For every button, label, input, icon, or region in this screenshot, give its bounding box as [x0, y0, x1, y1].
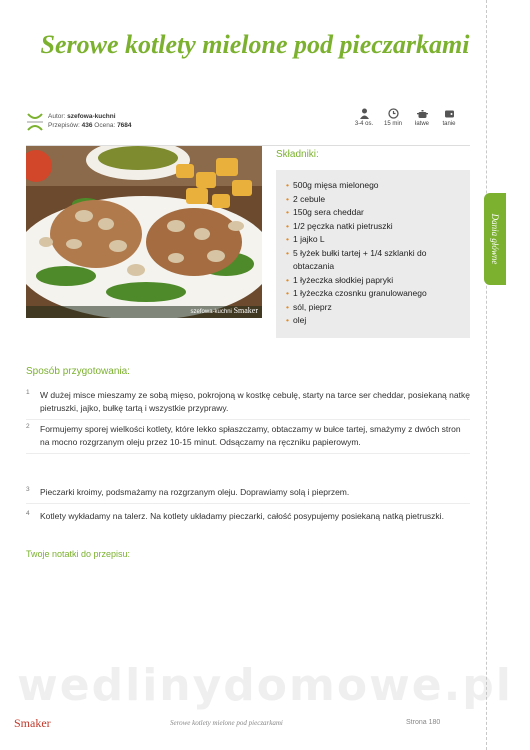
step-number: 2	[26, 423, 30, 430]
page-number: Strona 180	[406, 719, 441, 726]
ingredient-item: • sól, pieprz	[286, 301, 462, 315]
ingredient-item: • 1 łyżeczka czosnku granulowanego	[286, 287, 462, 301]
servings-stat	[352, 108, 376, 127]
step-text: Pieczarki kroimy, podsmażamy na rozgrzanym oleju. Doprawiamy solą i pieprzem.	[40, 487, 350, 497]
ingredient-item: • olej	[286, 314, 462, 328]
author-name[interactable]: szefowa-kuchni	[67, 113, 116, 120]
method-step	[26, 486, 470, 499]
ingredient-item: • 1 jajko L	[286, 233, 462, 247]
step-divider	[26, 453, 470, 454]
recipe-title: Serowe kotlety mielone pod pieczarkami	[40, 30, 470, 59]
method-step	[26, 510, 470, 523]
rating-label: Ocena:	[94, 122, 116, 129]
dish-illustration	[26, 146, 262, 318]
ingredient-item: • 500g mięsa mielonego	[286, 179, 462, 193]
category-tab[interactable]	[484, 193, 506, 285]
ingredient-item: • 1 łyżeczka słodkiej papryki	[286, 274, 462, 288]
watermark: wedlinydomowe.pl	[17, 660, 513, 711]
ingredient-item: • 150g sera cheddar	[286, 206, 462, 220]
step-number: 3	[26, 486, 30, 493]
difficulty-value: łatwe	[414, 121, 429, 127]
photo-credit-author: szefowa-kuchni	[190, 309, 232, 315]
recipe-meta	[26, 108, 470, 142]
rating-value: 7684	[117, 122, 132, 129]
step-text: W dużej misce mieszamy ze sobą mięso, pokrojoną w kostkę cebulę, starty na tarce ser cheddar, posiekaną natkę pietruszki, jajko, bułkę tartą i wszystkie przyprawy.	[40, 390, 470, 413]
notes-title: Twoje notatki do przepisu:	[26, 549, 131, 559]
wallet-icon	[444, 108, 455, 119]
method-step	[26, 423, 470, 449]
photo-credit	[191, 306, 258, 315]
ingredient-item: • 1/2 pęczka natki pietruszki	[286, 220, 462, 234]
method-title: Sposób przygotowania:	[26, 366, 130, 377]
footer-title: Serowe kotlety mielone pod pieczarkami	[170, 719, 283, 727]
ingredient-item: • 5 łyżek bułki tartej + 1/4 szklanki do obtaczania	[286, 247, 462, 274]
author-label: Autor:	[48, 113, 66, 120]
step-number: 1	[26, 389, 30, 396]
recipes-count: 436	[81, 122, 93, 129]
difficulty-stat	[410, 108, 434, 127]
ingredients-box	[276, 170, 470, 338]
cost-stat	[437, 108, 461, 127]
category-tab-label: Dania główne	[490, 213, 500, 265]
time-stat	[381, 108, 405, 127]
ingredient-item: • 2 cebule	[286, 193, 462, 207]
servings-value: 3-4 os.	[354, 121, 374, 127]
pot-icon	[417, 108, 428, 119]
step-divider	[26, 419, 470, 420]
cut-line	[486, 0, 487, 750]
step-text: Formujemy sporej wielkości kotlety, które lekko spłaszczamy, obtaczamy w bułce tartej, smażymy z dwóch stron na mocno rozgrzanym oleju przez 10-15 minut. Odsączamy na ręczniku papierowym.	[40, 424, 461, 447]
step-number: 4	[26, 510, 30, 517]
chef-hat-logo-icon	[26, 110, 44, 134]
method-step	[26, 389, 470, 415]
recipes-label: Przepisów:	[48, 122, 80, 129]
ingredients-title: Składniki:	[276, 149, 319, 160]
footer-logo[interactable]: Smaker	[14, 716, 51, 730]
step-text: Kotlety wykładamy na talerz. Na kotlety układamy pieczarki, całość posypujemy posiekaną natką pietruszki.	[40, 511, 444, 521]
clock-icon	[388, 108, 399, 119]
author-info	[48, 112, 132, 130]
cost-value: tanie	[442, 121, 456, 127]
person-icon	[359, 108, 370, 119]
step-divider	[26, 503, 470, 504]
recipe-photo	[26, 146, 262, 318]
photo-credit-brand: Smaker	[233, 306, 258, 315]
ingredients-list	[286, 179, 462, 328]
time-value: 15 min	[383, 121, 402, 127]
